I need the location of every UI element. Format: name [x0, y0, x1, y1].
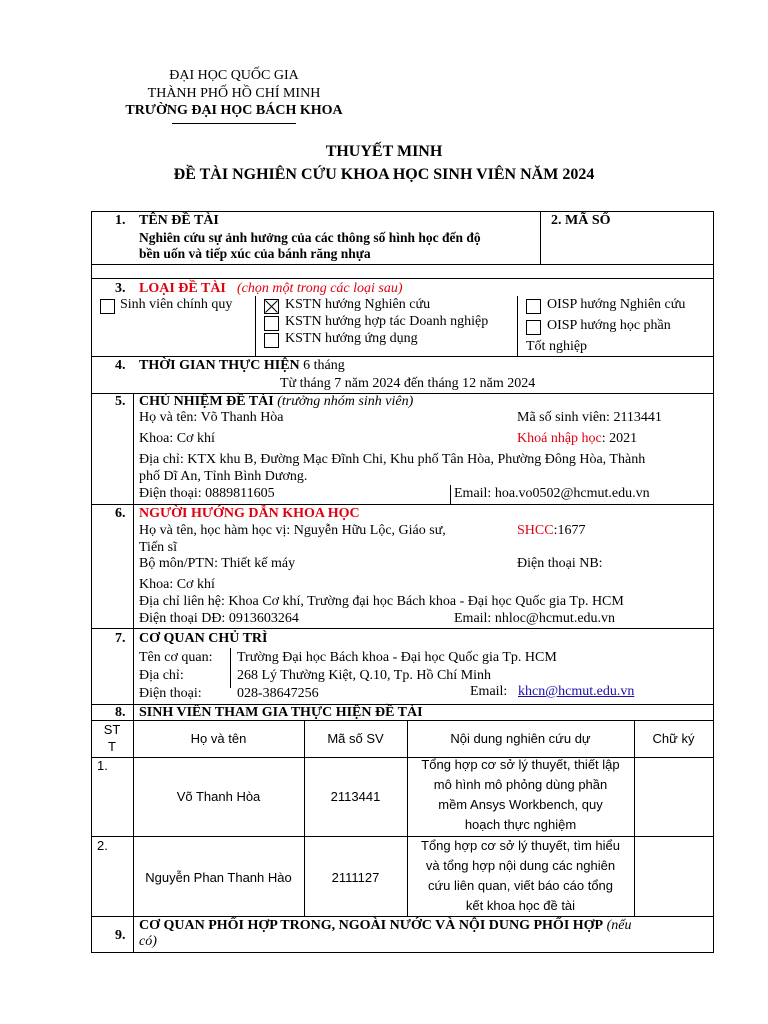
opt-oisp-course-label-2: Tốt nghiệp — [526, 339, 588, 354]
row1-stt: 1. — [97, 758, 108, 773]
s8-label: SINH VIÊN THAM GIA THỰC HIỆN ĐỀ TÀI — [139, 705, 423, 720]
col-header-content: Nội dung nghiên cứu dự — [450, 731, 591, 746]
topic-name-line-2: bền uốn và tiếp xúc của bánh răng nhựa — [139, 246, 371, 261]
agency-address-label: Địa chỉ: — [139, 668, 184, 683]
col-header-name: Họ và tên — [190, 731, 247, 746]
opt-kstn-enterprise-label: KSTN hướng hợp tác Doanh nghiệp — [285, 314, 489, 329]
number-column-divider — [133, 504, 134, 628]
agency-phone-value: 028-38647256 — [237, 686, 319, 701]
table-column-divider — [634, 720, 635, 916]
s4-range: Từ tháng 7 năm 2024 đến tháng 12 năm 2024 — [280, 376, 536, 391]
row-divider — [91, 504, 714, 505]
advisor-address: Địa chỉ liên hệ: Khoa Cơ khí, Trường đại học Bách khoa - Đại học Quốc gia Tp. HCM — [139, 594, 624, 609]
advisor-name-1: Họ và tên, học hàm học vị: Nguyễn Hữu Lộc, Giáo sư, — [139, 523, 446, 538]
row2-name: Nguyễn Phan Thanh Hào — [145, 870, 292, 885]
s6-label: NGƯỜI HƯỚNG DẪN KHOA HỌC — [139, 506, 360, 521]
row-divider — [91, 836, 714, 837]
leader-intake — [517, 431, 637, 447]
agency-phone-label: Điện thoại: — [139, 686, 202, 701]
shcc-label: SHCC — [517, 523, 554, 538]
advisor-dept: Bộ môn/PTN: Thiết kế máy — [139, 556, 296, 571]
col-header-stt-1: ST — [103, 722, 121, 737]
org-line-3: TRƯỜNG ĐẠI HỌC BÁCH KHOA — [125, 103, 343, 118]
code-column-divider — [540, 211, 541, 264]
table-column-divider — [304, 720, 305, 916]
advisor-shcc — [517, 523, 585, 539]
row1-student-id: 2113441 — [330, 789, 381, 804]
col-header-student-id: Mã số SV — [327, 731, 384, 746]
agency-email-label: Email: — [470, 684, 508, 699]
advisor-email: Email: nhloc@hcmut.edu.vn — [454, 611, 616, 626]
table-left-border — [91, 211, 92, 953]
advisor-name-2: Tiến sĩ — [139, 540, 178, 555]
checkbox-regular-student[interactable] — [100, 299, 115, 314]
intake-value: : 2021 — [601, 431, 638, 446]
agency-label: Tên cơ quan: — [139, 650, 213, 665]
leader-name: Họ và tên: Võ Thanh Hòa — [139, 410, 284, 425]
row1-content-1: Tổng hợp cơ sở lý thuyết, thiết lập — [421, 757, 620, 772]
row-divider — [91, 278, 714, 279]
opt-oisp-course-label: OISP hướng học phần — [547, 318, 671, 333]
topic-name-line-1: Nghiên cứu sự ảnh hưởng của các thông số hình học đến độ — [139, 230, 481, 245]
opt-regular-student-label: Sinh viên chính quy — [120, 297, 233, 312]
s9-label: CƠ QUAN PHỐI HỢP TRONG, NGOÀI NƯỚC VÀ NỘI DUNG PHỐI HỢP — [139, 918, 604, 933]
row2-content-3: cứu liên quan, viết báo cáo tổng — [427, 878, 614, 893]
checkbox-kstn-applied[interactable] — [264, 333, 279, 348]
leader-faculty: Khoa: Cơ khí — [139, 431, 215, 446]
row2-content-4: kết khoa học đề tài — [465, 898, 576, 913]
leader-address-2: phố Dĩ An, Tỉnh Bình Dương. — [139, 469, 308, 484]
org-line-1: ĐẠI HỌC QUỐC GIA — [169, 68, 299, 83]
option-column-divider — [517, 296, 518, 356]
agency-label-divider — [230, 648, 231, 688]
shcc-value: :1677 — [553, 523, 586, 538]
row1-content-4: hoạch thực nghiệm — [464, 817, 577, 832]
agency-address-value: 268 Lý Thường Kiệt, Q.10, Tp. Hồ Chí Minh — [237, 668, 492, 683]
s1-label: TÊN ĐỀ TÀI — [139, 213, 219, 228]
s1-number: 1. — [115, 213, 126, 228]
row-divider — [91, 356, 714, 357]
s5-note: (trưởng nhóm sinh viên) — [277, 394, 414, 409]
number-column-divider — [133, 628, 134, 704]
doc-title-2: ĐỀ TÀI NGHIÊN CỨU KHOA HỌC SINH VIÊN NĂM 2024 — [173, 166, 595, 183]
s9-note-2: có) — [139, 934, 157, 949]
opt-kstn-research-label: KSTN hướng Nghiên cứu — [285, 297, 431, 312]
s9-note-1: (nếu — [606, 918, 632, 933]
s4-number: 4. — [115, 358, 126, 373]
option-column-divider — [255, 296, 256, 356]
intake-label: Khoá nhập học — [517, 431, 602, 446]
col-header-stt-2: T — [108, 739, 116, 754]
s5-label: CHỦ NHIỆM ĐỀ TÀI — [139, 394, 274, 409]
number-column-divider — [133, 393, 134, 504]
s9-number: 9. — [115, 928, 126, 943]
advisor-faculty: Khoa: Cơ khí — [139, 577, 215, 592]
s3-note: (chọn một trong các loại sau) — [237, 281, 403, 296]
s7-label: CƠ QUAN CHỦ TRÌ — [139, 631, 268, 646]
s5-number: 5. — [115, 394, 126, 409]
table-bottom-border — [91, 952, 714, 953]
checkbox-kstn-enterprise[interactable] — [264, 316, 279, 331]
contact-divider — [450, 485, 451, 504]
header-underline — [172, 123, 296, 124]
s4-duration: 6 tháng — [303, 358, 345, 373]
leader-address-1: Địa chỉ: KTX khu B, Đường Mạc Đĩnh Chi, Khu phố Tân Hòa, Phường Đông Hòa, Thành — [139, 452, 646, 467]
row2-stt: 2. — [97, 838, 108, 853]
s3-number: 3. — [115, 281, 126, 296]
org-line-2: THÀNH PHỐ HỒ CHÍ MINH — [147, 86, 321, 101]
advisor-mobile: Điện thoại DĐ: 0913603264 — [139, 611, 299, 626]
s9-label-line — [139, 918, 631, 934]
row-divider — [91, 916, 714, 917]
row1-name: Võ Thanh Hòa — [176, 789, 261, 804]
row2-content-2: và tổng hợp nội dung các nghiên — [425, 858, 616, 873]
row2-content-1: Tổng hợp cơ sở lý thuyết, tìm hiểu — [421, 838, 620, 853]
table-right-border — [713, 211, 714, 953]
leader-phone: Điện thoại: 0889811605 — [139, 486, 275, 501]
table-top-border — [91, 211, 714, 212]
leader-email: Email: hoa.vo0502@hcmut.edu.vn — [454, 486, 650, 501]
opt-oisp-research-label: OISP hướng Nghiên cứu — [547, 297, 686, 312]
s5-label-line — [139, 394, 413, 410]
checkbox-kstn-research[interactable] — [264, 299, 279, 314]
agency-value: Trường Đại học Bách khoa - Đại học Quốc gia Tp. HCM — [237, 650, 557, 665]
row-divider — [91, 264, 714, 265]
row1-content-3: mềm Ansys Workbench, quy — [438, 797, 603, 812]
advisor-office-phone: Điện thoại NB: — [517, 556, 603, 571]
code-label: 2. MÃ SỐ — [551, 213, 611, 228]
s6-number: 6. — [115, 506, 126, 521]
row2-student-id: 2111127 — [331, 870, 380, 885]
checkbox-oisp-course[interactable] — [526, 320, 541, 335]
col-header-signature: Chữ ký — [652, 731, 695, 746]
agency-email-link[interactable]: khcn@hcmut.edu.vn — [518, 684, 635, 699]
s8-number: 8. — [115, 705, 126, 720]
s3-label: LOẠI ĐỀ TÀI — [139, 281, 226, 296]
leader-student-id: Mã số sinh viên: 2113441 — [517, 410, 662, 425]
s4-label: THỜI GIAN THỰC HIỆN — [139, 358, 300, 373]
checkbox-oisp-research[interactable] — [526, 299, 541, 314]
opt-kstn-applied-label: KSTN hướng ứng dụng — [285, 331, 418, 346]
doc-title-1: THUYẾT MINH — [325, 143, 443, 160]
row1-content-2: mô hình mô phỏng dùng phần — [433, 777, 608, 792]
row-divider — [91, 628, 714, 629]
s7-number: 7. — [115, 631, 126, 646]
s4-label-line — [139, 358, 345, 374]
